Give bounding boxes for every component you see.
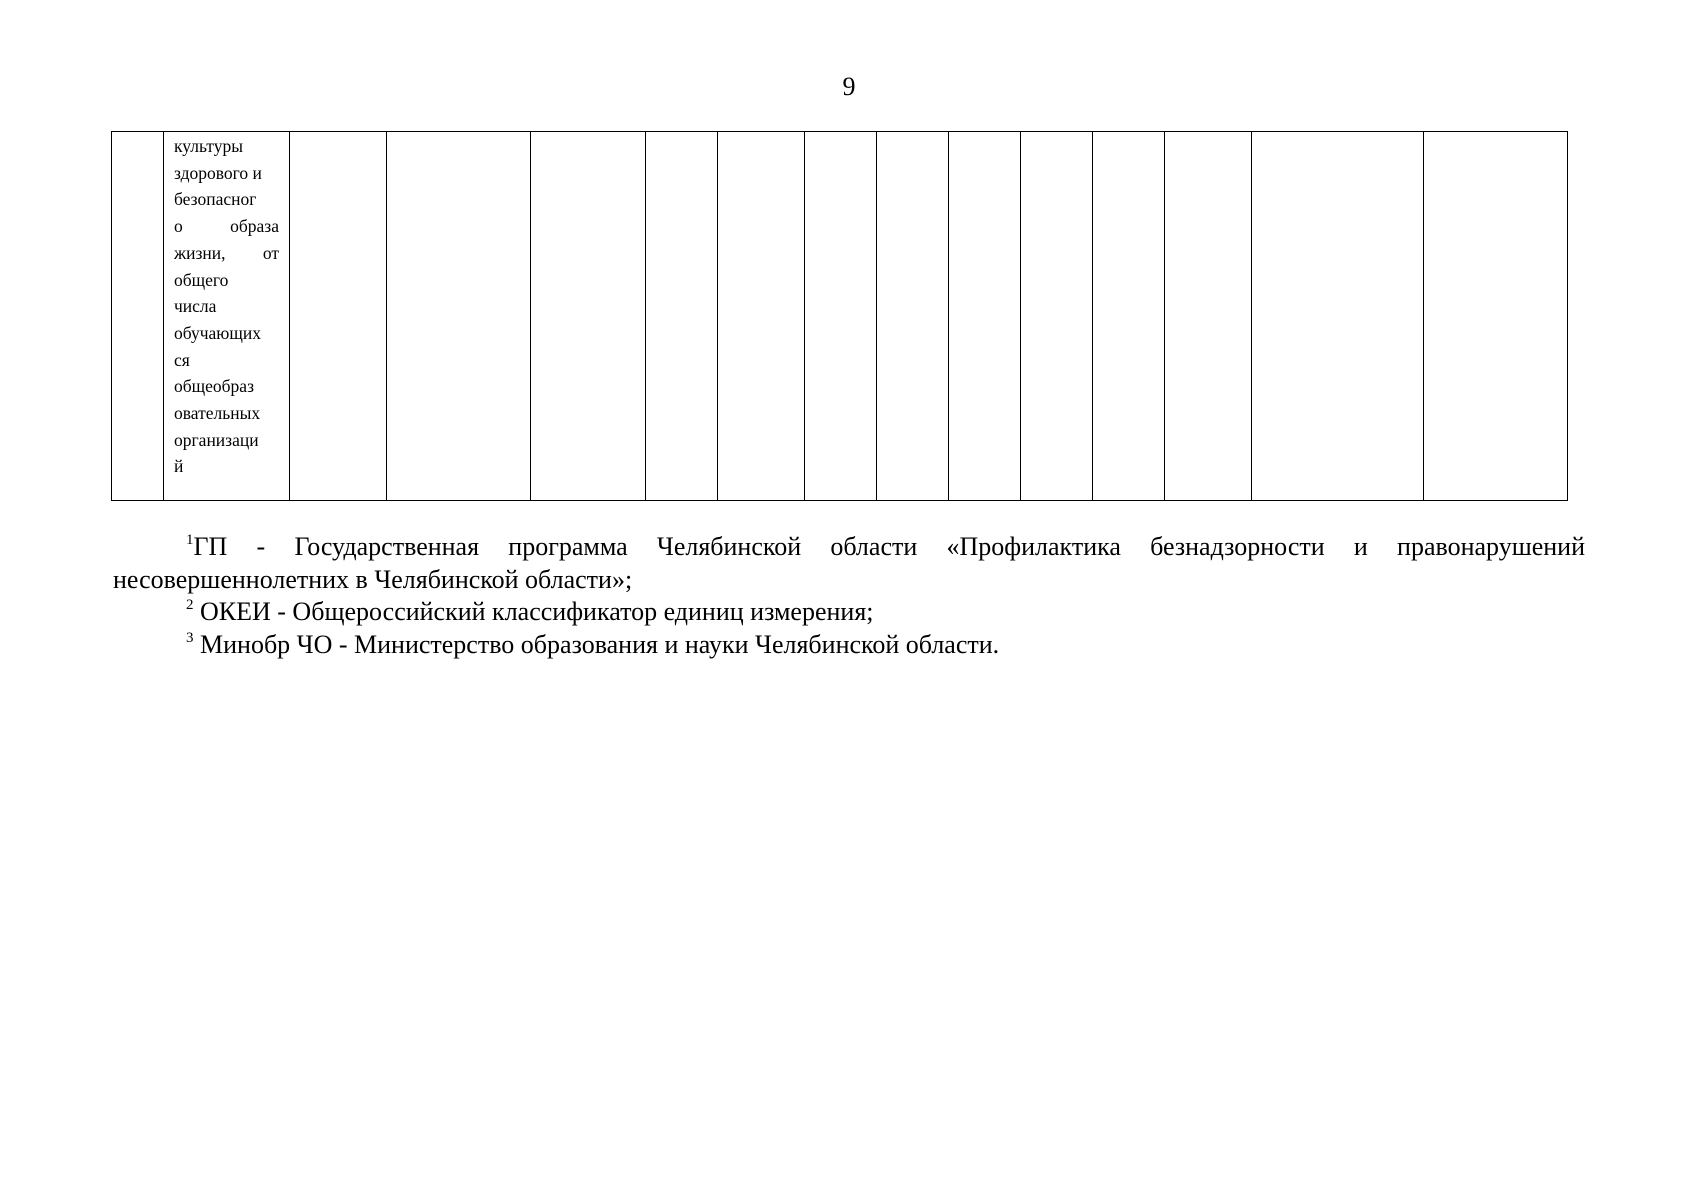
table-cell <box>531 132 646 501</box>
indicator-line: овательных <box>174 403 261 424</box>
table-cell <box>646 132 718 501</box>
table-cell <box>1252 132 1424 501</box>
indicator-text <box>164 132 289 480</box>
footnote-3 <box>113 629 1585 662</box>
table-cell <box>805 132 877 501</box>
table-cell <box>1424 132 1568 501</box>
table-cell-number <box>112 132 164 501</box>
indicator-line: безопасног <box>174 189 257 210</box>
indicator-line <box>174 213 279 240</box>
footnote-text: ОКЕИ - Общероссийский классификатор единиц измерения; <box>193 597 874 626</box>
indicator-line: обучающих <box>174 322 261 343</box>
indicator-line: культуры <box>174 136 243 156</box>
table-cell <box>718 132 805 501</box>
table-cell-indicator <box>164 132 290 501</box>
indicator-line <box>174 240 279 267</box>
footnote-mark: 2 <box>186 597 194 613</box>
table-row <box>112 132 1568 501</box>
footnote-mark: 3 <box>186 629 194 646</box>
table-cell <box>1093 132 1165 501</box>
footnote-2 <box>113 596 1585 629</box>
indicator-word: от <box>262 242 279 263</box>
indicator-line: общеобраз <box>174 376 254 397</box>
table-cell <box>1165 132 1252 501</box>
page-number: 9 <box>842 72 856 101</box>
footnote-1 <box>113 531 1585 596</box>
indicator-line: ся <box>174 349 190 370</box>
table-cell <box>1021 132 1093 501</box>
indicator-line: й <box>174 456 184 477</box>
table-cell <box>949 132 1021 501</box>
footnotes <box>113 531 1585 661</box>
indicator-line: организаци <box>174 429 259 450</box>
footnote-text: Минобр ЧО - Министерство образования и науки Челябинской области. <box>193 629 1000 659</box>
table-cell <box>290 132 387 501</box>
indicator-word: о <box>174 216 183 237</box>
table-cell <box>387 132 531 501</box>
footnote-text: ГП - Государственная программа Челябинской области «Профилактика безнадзорности и правонарушений несовершеннолетних в Челябинской области»; <box>113 532 1585 594</box>
indicator-line: общего <box>174 269 229 290</box>
indicator-line: здорового и <box>174 162 262 183</box>
table-cell <box>877 132 949 501</box>
footnote-mark: 1 <box>186 532 194 548</box>
indicator-word: образа <box>230 216 279 237</box>
indicator-line: числа <box>174 296 217 317</box>
indicator-word: жизни, <box>174 242 226 263</box>
indicator-table <box>111 131 1568 501</box>
